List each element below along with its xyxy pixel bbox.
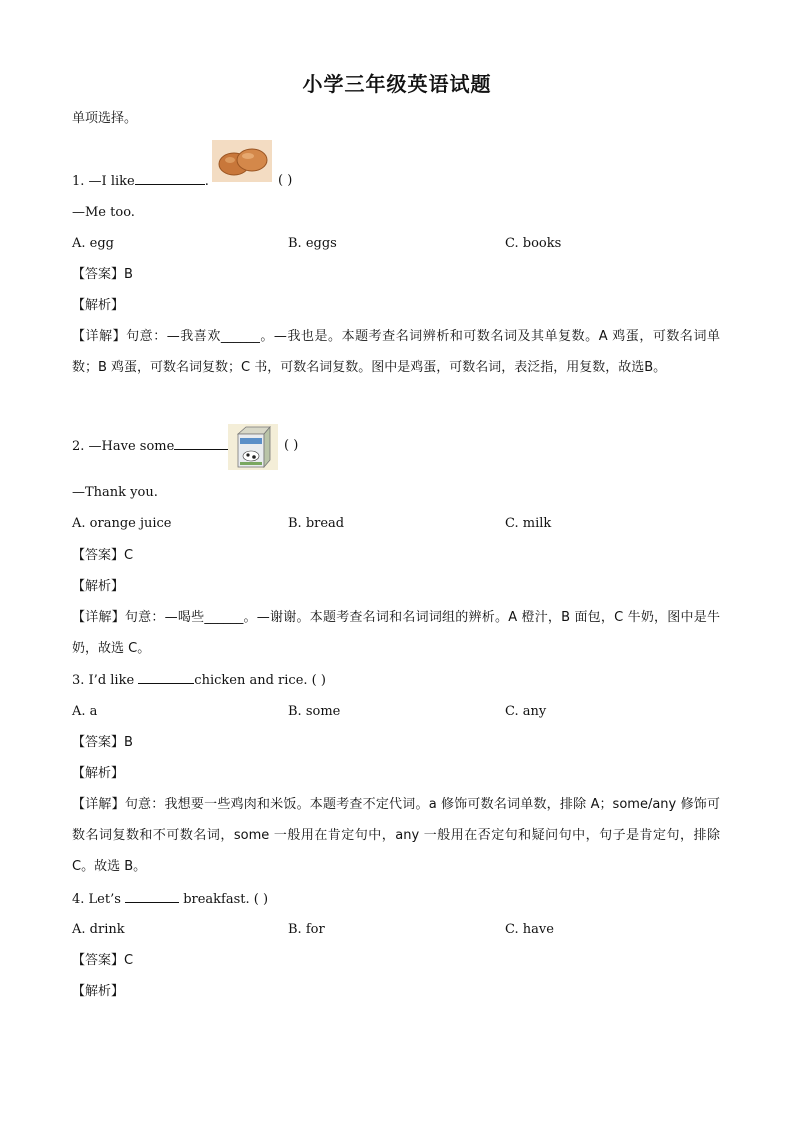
analysis-label: 【解析】 [72, 298, 125, 313]
analysis-label: 【解析】 [72, 579, 125, 594]
stem-text: —I like [88, 174, 135, 189]
eggs-icon [212, 140, 272, 182]
option-c: C. milk [505, 516, 552, 531]
question-number: 2. [72, 439, 85, 454]
page-title: 小学三年级英语试题 [302, 72, 492, 96]
question-1-stem [72, 172, 209, 191]
stem-punct: . [204, 174, 209, 189]
stem-text: —Have some [88, 439, 175, 454]
question-1-reply: —Me too. [72, 205, 135, 220]
question-2-stem [72, 437, 234, 456]
answer-label: 【答案】B [72, 267, 133, 282]
question-number: 4. [72, 892, 85, 907]
section-instruction: 单项选择。 [72, 111, 138, 126]
answer-blank [135, 172, 205, 185]
option-c: C. have [505, 922, 554, 937]
answer-bracket: ( ) [278, 173, 293, 188]
option-c: C. any [505, 704, 547, 719]
question-4-stem [72, 890, 268, 909]
option-b: B. bread [288, 516, 345, 531]
analysis-label: 【解析】 [72, 766, 125, 781]
detail-text: 【详解】句意：我想要一些鸡肉和米饭。本题考查不定代词。a 修饰可数名词单数，排除 A；some/any 修饰可数名词复数和不可数名词，some 一般用在肯定句中，any 一般用在否定句和疑问句中，句子是肯定句，排除 C。故选 B。 [72, 797, 720, 874]
question-number: 3. [72, 673, 85, 688]
option-b: B. for [288, 922, 325, 937]
option-b: B. eggs [288, 236, 337, 251]
stem-text: I’d like [88, 673, 135, 688]
stem-rest: chicken and rice. ( ) [194, 673, 326, 688]
option-a: A. orange juice [72, 516, 172, 531]
option-a: A. egg [72, 236, 114, 251]
detail-text: 【详解】句意：—我喜欢______。—我也是。本题考查名词辨析和可数名词及其单复数。A 鸡蛋，可数名词单数；B 鸡蛋，可数名词复数；C 书，可数名词复数。图中是鸡蛋，可数名词，表泛指，用复数，故选B。 [72, 329, 720, 375]
answer-label: 【答案】C [72, 548, 134, 563]
answer-bracket: ( ) [284, 438, 299, 453]
answer-label: 【答案】B [72, 735, 133, 750]
answer-blank [174, 437, 230, 450]
milk-carton-image [228, 424, 278, 470]
milk-carton-icon [228, 424, 278, 470]
question-2-reply: —Thank you. [72, 485, 158, 500]
question-number: 1. [72, 174, 85, 189]
answer-blank [138, 671, 194, 684]
analysis-label: 【解析】 [72, 984, 125, 999]
option-c: C. books [505, 236, 562, 251]
stem-rest: breakfast. ( ) [183, 892, 269, 907]
answer-blank [125, 890, 179, 903]
detail-text: 【详解】句意：—喝些______。—谢谢。本题考查名词和名词词组的辨析。A 橙汁，B 面包，C 牛奶，图中是牛奶，故选 C。 [72, 610, 720, 656]
eggs-image [212, 140, 272, 182]
answer-label: 【答案】C [72, 953, 134, 968]
stem-text: Let’s [88, 892, 121, 907]
question-3-stem [72, 671, 326, 690]
option-b: B. some [288, 704, 341, 719]
option-a: A. a [72, 704, 98, 719]
option-a: A. drink [72, 922, 125, 937]
